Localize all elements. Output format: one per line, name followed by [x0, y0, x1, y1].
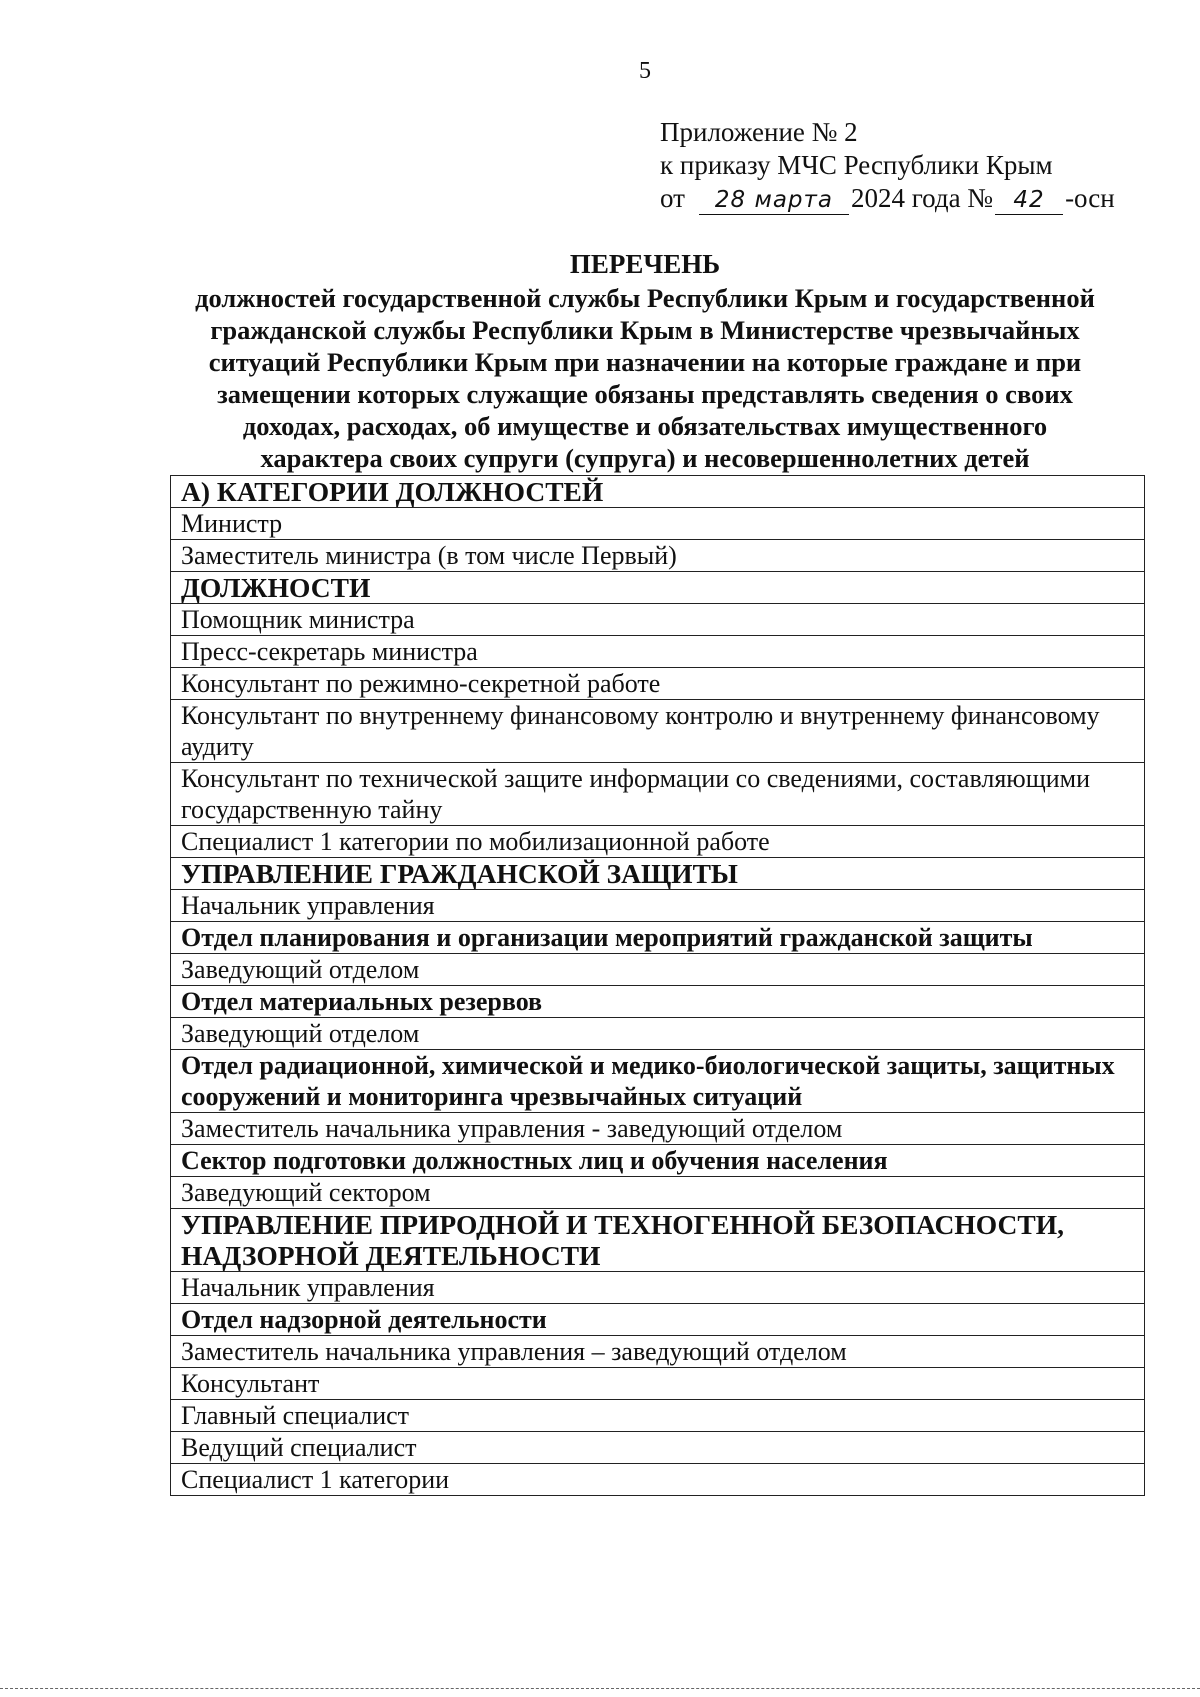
- table-row: [171, 1018, 1145, 1050]
- table-row: [171, 922, 1145, 954]
- table-row: [171, 1464, 1145, 1496]
- handwritten-order-number: 42: [995, 186, 1063, 215]
- table-row: [171, 826, 1145, 858]
- table-row: [171, 763, 1145, 826]
- table-row: [171, 954, 1145, 986]
- order-suffix: -осн: [1065, 183, 1115, 213]
- position-cell: Специалист 1 категории по мобилизационной работе: [171, 826, 1145, 858]
- title-line: доходах, расходах, об имуществе и обязательствах имущественного: [242, 411, 1048, 441]
- position-cell: Заведующий сектором: [171, 1177, 1145, 1209]
- appendix-line-3: [660, 182, 1115, 215]
- position-cell: Консультант: [171, 1368, 1145, 1400]
- position-cell: Заместитель министра (в том числе Первый): [171, 540, 1145, 572]
- department-header: Отдел радиационной, химической и медико-биологической защиты, защитных сооружений и мониторинга чрезвычайных ситуаций: [171, 1050, 1145, 1113]
- section-header: УПРАВЛЕНИЕ ГРАЖДАНСКОЙ ЗАЩИТЫ: [171, 858, 1145, 890]
- department-header: Отдел планирования и организации мероприятий гражданской защиты: [171, 922, 1145, 954]
- table-row: [171, 986, 1145, 1018]
- table-row: [171, 1209, 1145, 1272]
- position-cell: Заведующий отделом: [171, 1018, 1145, 1050]
- table-row: [171, 1050, 1145, 1113]
- table-row: [171, 858, 1145, 890]
- department-header: Сектор подготовки должностных лиц и обучения населения: [171, 1145, 1145, 1177]
- department-header: Отдел материальных резервов: [171, 986, 1145, 1018]
- section-header: ДОЛЖНОСТИ: [171, 572, 1145, 604]
- table-row: [171, 700, 1145, 763]
- table-row: [171, 890, 1145, 922]
- table-row: [171, 1145, 1145, 1177]
- appendix-line-1: Приложение № 2: [660, 117, 858, 147]
- position-cell: Министр: [171, 508, 1145, 540]
- title-heading: ПЕРЕЧЕНЬ: [569, 249, 721, 279]
- year-text: 2024 года №: [850, 183, 994, 213]
- position-cell: Консультант по внутреннему финансовому контролю и внутреннему финансовому аудиту: [171, 700, 1145, 763]
- table-row: [171, 1432, 1145, 1464]
- section-header: А) КАТЕГОРИИ ДОЛЖНОСТЕЙ: [171, 476, 1145, 508]
- table-row: [171, 572, 1145, 604]
- position-cell: Консультант по технической защите информации со сведениями, составляющими государственную тайну: [171, 763, 1145, 826]
- position-cell: Заместитель начальника управления – заведующий отделом: [171, 1336, 1145, 1368]
- table-row: [171, 540, 1145, 572]
- position-cell: Главный специалист: [171, 1400, 1145, 1432]
- position-cell: Консультант по режимно-секретной работе: [171, 668, 1145, 700]
- title-line: гражданской службы Республики Крым в Министерстве чрезвычайных: [210, 315, 1080, 345]
- scan-edge-line: [0, 1688, 1200, 1689]
- position-cell: Пресс-секретарь министра: [171, 636, 1145, 668]
- position-cell: Заведующий отделом: [171, 954, 1145, 986]
- document-title: [140, 248, 1150, 474]
- position-cell: Специалист 1 категории: [171, 1464, 1145, 1496]
- table-row: [171, 1336, 1145, 1368]
- date-prefix: от: [660, 183, 685, 213]
- position-cell: Заместитель начальника управления - заведующий отделом: [171, 1113, 1145, 1145]
- position-cell: Начальник управления: [171, 1272, 1145, 1304]
- table-row: [171, 476, 1145, 508]
- title-line: замещении которых служащие обязаны представлять сведения о своих: [217, 379, 1073, 409]
- title-line: должностей государственной службы Республики Крым и государственной: [195, 283, 1095, 313]
- table-row: [171, 1272, 1145, 1304]
- table-row: [171, 604, 1145, 636]
- title-line: характера своих супруги (супруга) и несовершеннолетних детей: [260, 443, 1030, 473]
- table-row: [171, 508, 1145, 540]
- section-header: УПРАВЛЕНИЕ ПРИРОДНОЙ И ТЕХНОГЕННОЙ БЕЗОПАСНОСТИ, НАДЗОРНОЙ ДЕЯТЕЛЬНОСТИ: [171, 1209, 1145, 1272]
- positions-table: [170, 475, 1145, 1496]
- handwritten-date: 28 марта: [699, 186, 849, 215]
- table-row: [171, 1113, 1145, 1145]
- table-row: [171, 668, 1145, 700]
- table-row: [171, 1368, 1145, 1400]
- position-cell: Помощник министра: [171, 604, 1145, 636]
- position-cell: Ведущий специалист: [171, 1432, 1145, 1464]
- title-line: ситуаций Республики Крым при назначении на которые граждане и при: [208, 347, 1082, 377]
- appendix-header: [660, 116, 1115, 215]
- appendix-line-2: к приказу МЧС Республики Крым: [660, 150, 1053, 180]
- position-cell: Начальник управления: [171, 890, 1145, 922]
- table-row: [171, 1304, 1145, 1336]
- table-row: [171, 636, 1145, 668]
- page-number: 5: [639, 58, 651, 84]
- department-header: Отдел надзорной деятельности: [171, 1304, 1145, 1336]
- table-row: [171, 1177, 1145, 1209]
- table-row: [171, 1400, 1145, 1432]
